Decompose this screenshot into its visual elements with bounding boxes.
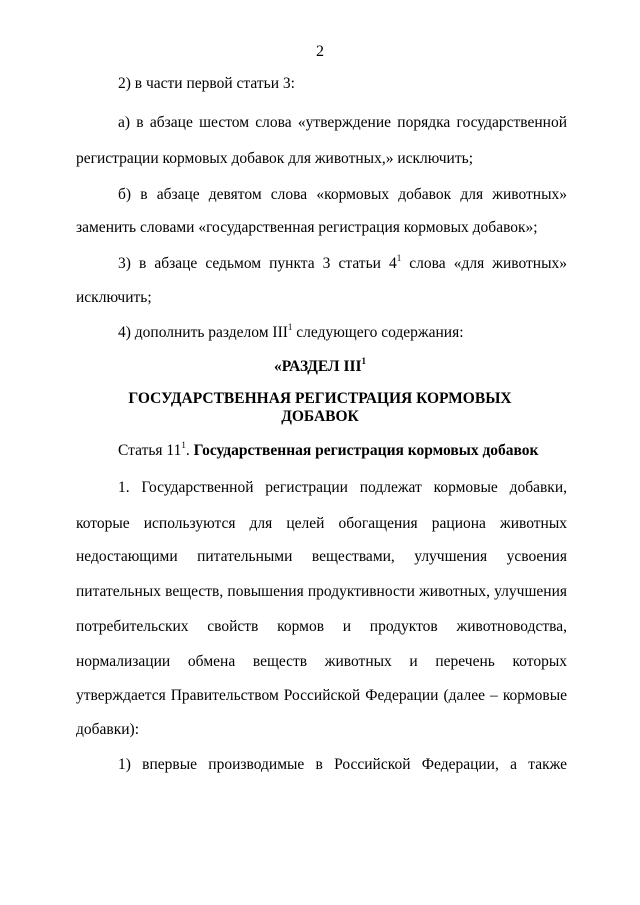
section-heading bbox=[0, 357, 640, 377]
paragraph-line bbox=[118, 323, 567, 343]
text-run: . bbox=[185, 442, 194, 459]
paragraph-line: 1. Государственной регистрации подлежат кормовые добавки, bbox=[118, 479, 567, 496]
paragraph-line bbox=[118, 254, 567, 274]
paragraph-line: исключить; bbox=[76, 289, 152, 306]
superscript: 1 bbox=[181, 439, 186, 450]
paragraph-line: питательных веществ, повышения продуктивности животных, улучшения bbox=[76, 583, 567, 600]
text-run: 4) дополнить разделом III bbox=[118, 324, 288, 341]
article-title: Государственная регистрация кормовых добавок bbox=[193, 442, 539, 459]
paragraph-line: 2) в части первой статьи 3: bbox=[118, 75, 295, 92]
paragraph-line: нормализации обмена веществ животных и перечень которых bbox=[76, 653, 567, 670]
paragraph-line: недостающими питательными веществами, улучшения усвоения bbox=[76, 548, 567, 565]
superscript: 1 bbox=[396, 252, 402, 263]
paragraph-line: регистрации кормовых добавок для животных,» исключить; bbox=[76, 150, 473, 167]
paragraph-line: а) в абзаце шестом слова «утверждение порядка государственной bbox=[118, 114, 567, 131]
paragraph-line: которые используются для целей обогащения рациона животных bbox=[76, 515, 567, 532]
paragraph-line: утверждается Правительством Российской Федерации (далее – кормовые bbox=[76, 687, 567, 704]
section-title-line: ДОБАВОК bbox=[281, 408, 359, 425]
paragraph-line: б) в абзаце девятом слова «кормовых добавок для животных» bbox=[118, 186, 567, 203]
paragraph-line: 1) впервые производимые в Российской Федерации, а также bbox=[118, 756, 567, 773]
section-title-line: ГОСУДАРСТВЕННАЯ РЕГИСТРАЦИЯ КОРМОВЫХ bbox=[128, 390, 512, 407]
text-run: 3) в абзаце седьмом пункта 3 статьи 4 bbox=[118, 255, 397, 272]
text-run: следующего содержания: bbox=[292, 324, 464, 341]
text-run: слова «для животных» bbox=[401, 255, 567, 272]
paragraph-line: потребительских свойств кормов и продуктов животноводства, bbox=[76, 618, 567, 635]
page-number: 2 bbox=[316, 43, 324, 60]
article-label: Статья 11 bbox=[118, 442, 182, 459]
text-run: «РАЗДЕЛ III bbox=[273, 358, 362, 375]
paragraph-line: заменить словами «государственная регистрация кормовых добавок»; bbox=[76, 219, 538, 236]
superscript: 1 bbox=[361, 355, 367, 366]
article-heading bbox=[118, 441, 567, 461]
paragraph-line: добавки): bbox=[76, 721, 140, 738]
superscript: 1 bbox=[287, 321, 293, 332]
